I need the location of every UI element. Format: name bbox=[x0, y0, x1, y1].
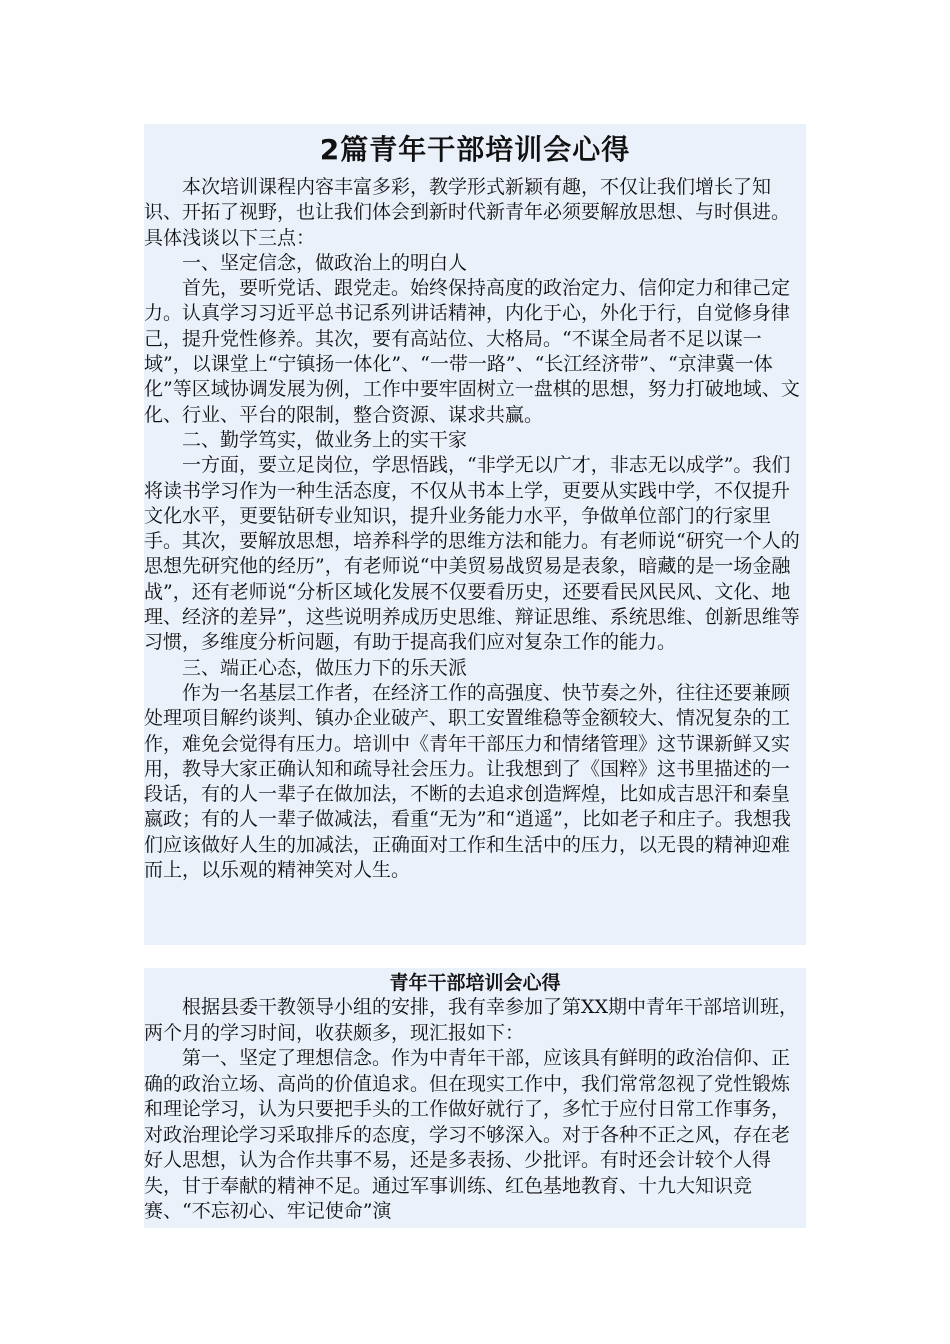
paragraph: 作为一名基层工作者，在经济工作的高强度、快节奏之外，往往还要兼顾处理项目解约谈判、镇办企业破产、职工安置维稳等金额较大、情况复杂的工作，难免会觉得有压力。培训中《青年干部压力和情绪管理》这节课新鲜又实用，教导大家正确认知和疏导社会压力。让我想到了《国粹》这书里描述的一段话，有的人一辈子在做加法，不断的去追求创造辉煌，比如成吉思汗和秦皇嬴政；有的人一辈子做减法，看重“无为”和“逍遥”，比如老子和庄子。我想我们应该做好人生的加减法，正确面对工作和生活中的压力，以无畏的精神迎难而上，以乐观的精神笑对人生。 bbox=[144, 681, 791, 882]
paragraph: 本次培训课程内容丰富多彩，教学形式新颖有趣，不仅让我们增长了知识、开拓了视野，也让我们体会到新时代新青年必须要解放思想、与时俱进。具体浅谈以下三点： bbox=[144, 176, 791, 249]
article-2-title: 青年干部培训会心得 bbox=[389, 972, 561, 994]
section-heading: 二、勤学笃实，做业务上的实干家 bbox=[182, 428, 468, 451]
paragraph: 一方面，要立足岗位，学思悟践，“非学无以广才，非志无以成学”。我们将读书学习作为一种生活态度，不仅从书本上学，更要从实践中学，不仅提升文化水平，更要钻研专业知识，提升业务能力水平，争做单位部门的行家里手。其次，要解放思想，培养科学的思维方法和能力。有老师说“研究一个人的思想先研究他的经历”，有老师说“中美贸易战贸易是表象，暗藏的是一场金融战”，还有老师说“分析区域化发展不仅要看历史，还要看民风民风、文化、地理、经济的差异”，这些说明养成历史思维、辩证思维、系统思维、创新思维等习惯，多维度分析问题，有助于提高我们应对复杂工作的能力。 bbox=[144, 454, 800, 654]
article-1-body bbox=[144, 175, 806, 883]
section-heading: 一、坚定信念，做政治上的明白人 bbox=[182, 251, 468, 274]
article-2-body bbox=[144, 995, 806, 1225]
paragraph: 第一、坚定了理想信念。作为中青年干部，应该具有鲜明的政治信仰、正确的政治立场、高尚的价值追求。但在现实工作中，我们常常忽视了党性锻炼和理论学习，认为只要把手头的工作做好就行了，多忙于应付日常工作事务，对政治理论学习采取排斥的态度，学习不够深入。对于各种不正之风，存在老好人思想，认为合作共事不易，还是多表扬、少批评。有时还会计较个人得失，甘于奉献的精神不足。通过军事训练、红色基地教育、十九大知识竞赛、“不忘初心、牢记使命”演 bbox=[144, 1047, 791, 1222]
article-1-title: 2篇青年干部培训会心得 bbox=[319, 133, 631, 166]
section-heading: 三、端正心态，做压力下的乐天派 bbox=[182, 656, 468, 679]
paragraph: 首先，要听党话、跟党走。始终保持高度的政治定力、信仰定力和律己定力。认真学习习近平总书记系列讲话精神，内化于心，外化于行，自觉修身律己，提升党性修养。其次，要有高站位、大格局。“不谋全局者不足以谋一域”，以课堂上“宁镇扬一体化”、“一带一路”、“长江经济带”、“京津冀一体化”等区域协调发展为例，工作中要牢固树立一盘棋的思想，努力打破地域、文化、行业、平台的限制，整合资源、谋求共赢。 bbox=[144, 277, 800, 426]
paragraph: 根据县委干教领导小组的安排，我有幸参加了第XX期中青年干部培训班，两个月的学习时间，收获颇多，现汇报如下： bbox=[144, 996, 799, 1044]
